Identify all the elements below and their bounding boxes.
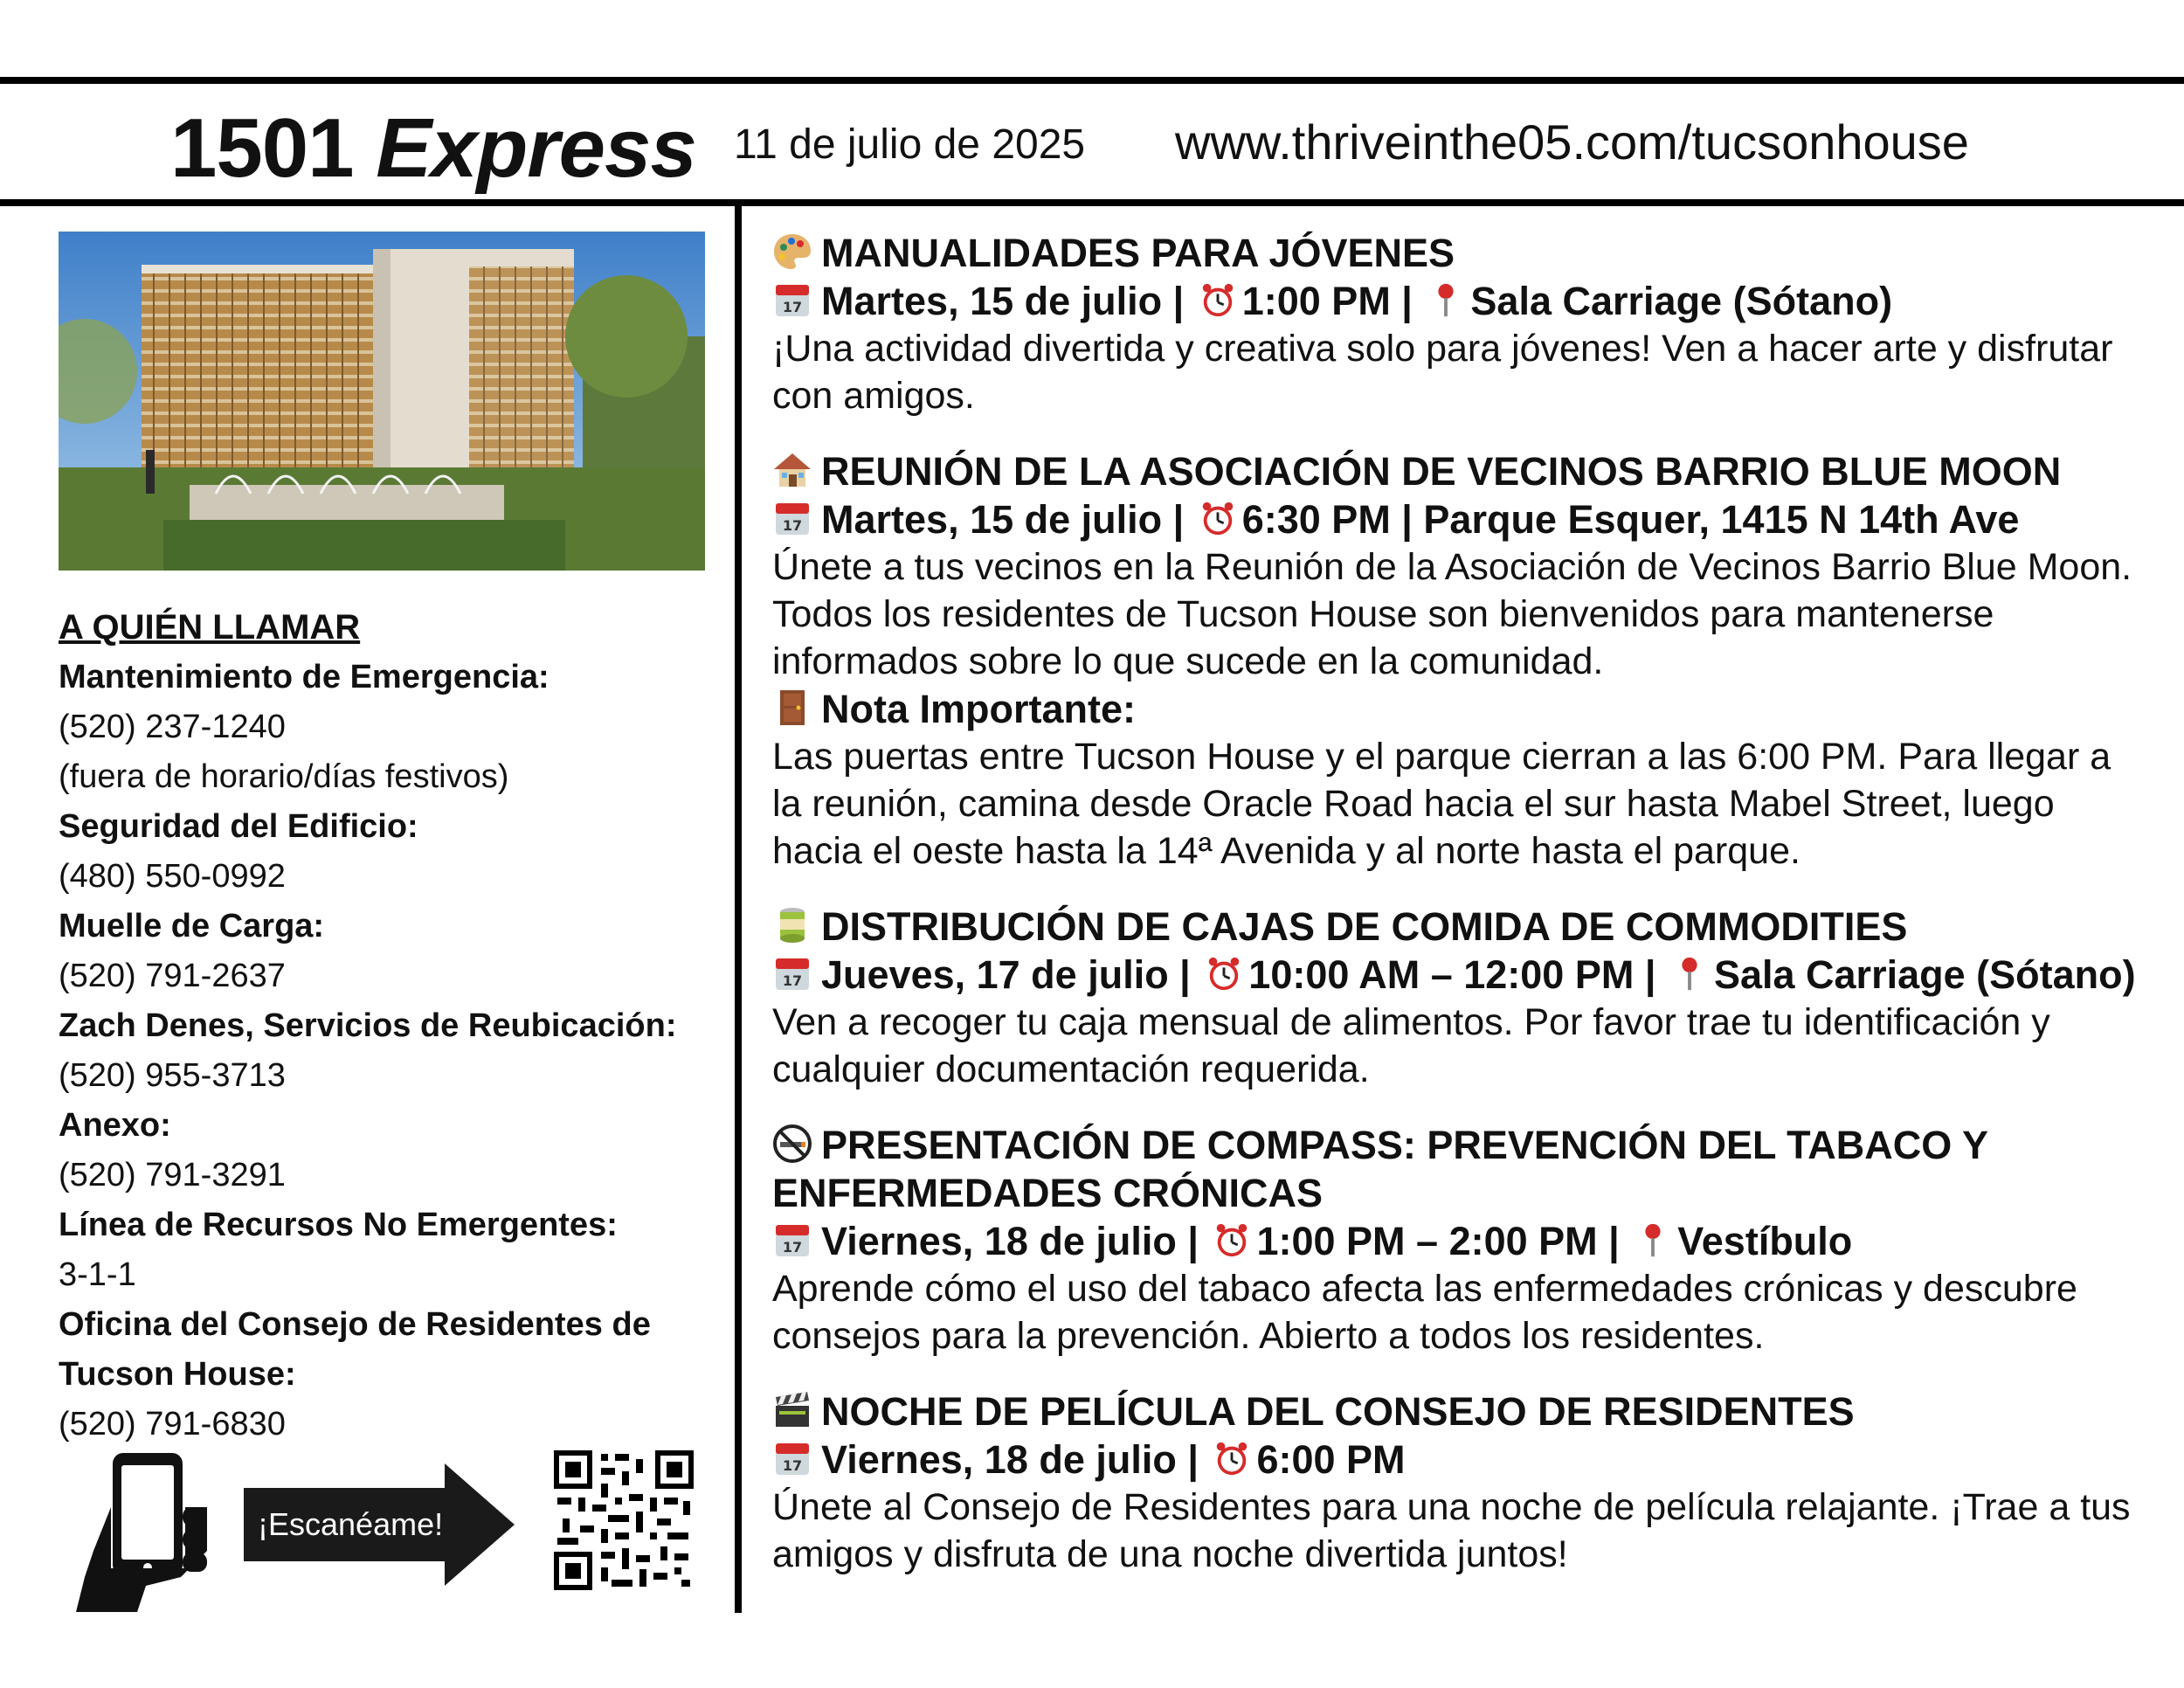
- event-description: Ven a recoger tu caja mensual de alimentos. Por favor trae tu identificación y cualquier documentación requerida.: [772, 1001, 2050, 1090]
- contact-phone[interactable]: (520) 791-6830: [59, 1406, 286, 1442]
- contact-label: Muelle de Carga:: [59, 908, 325, 944]
- contact-label: Zach Denes, Servicios de Reubicación:: [59, 1007, 677, 1044]
- issue-date: 11 de julio de 2025: [734, 121, 1086, 168]
- event-meta: 17 Viernes, 18 de julio | 6:00 PM: [772, 1435, 2144, 1484]
- event-title: DISTRIBUCIÓN DE CAJAS DE COMIDA DE COMMODITIES: [772, 903, 2144, 951]
- pin-icon: [1670, 955, 1709, 993]
- food-can-icon: [772, 905, 812, 945]
- contact-phone[interactable]: (520) 791-3291: [59, 1157, 286, 1193]
- event-meta: 17 Martes, 15 de julio | 1:00 PM | Sala Carriage (Sótano): [772, 277, 2144, 325]
- contact-phone[interactable]: (480) 550-0992: [59, 858, 286, 895]
- no-smoking-icon: [772, 1124, 812, 1164]
- event-title: NOCHE DE PELÍCULA DEL CONSEJO DE RESIDENTES: [772, 1387, 2144, 1435]
- contact-phone[interactable]: (520) 955-3713: [59, 1057, 286, 1094]
- contact-phone[interactable]: (520) 237-1240: [59, 709, 286, 745]
- alarm-clock-icon: [1205, 955, 1243, 993]
- event-title: MANUALIDADES PARA JÓVENES: [772, 229, 2144, 277]
- contact-phone[interactable]: 3-1-1: [59, 1256, 136, 1293]
- event-meta: 17 Martes, 15 de julio | 6:30 PM | Parque Esquer, 1415 N 14th Ave: [772, 495, 2144, 543]
- event-title: PRESENTACIÓN DE COMPASS: PREVENCIÓN DEL TABACO Y ENFERMEDADES CRÓNICAS: [772, 1123, 1988, 1215]
- palette-icon: [772, 232, 812, 272]
- event-title: REUNIÓN DE LA ASOCIACIÓN DE VECINOS BARRIO BLUE MOON: [772, 447, 2144, 495]
- contact-label: Anexo:: [59, 1107, 171, 1144]
- calendar-icon: [772, 498, 812, 538]
- pin-icon: [1427, 281, 1465, 320]
- important-note-text: Las puertas entre Tucson House y el parque cierran a las 6:00 PM. Para llegar a la reunión, camina desde Oracle Road hacia el sur hasta Mabel Street, luego hacia el oeste hasta la 14ª Avenida y al norte hasta el parque.: [772, 736, 2111, 872]
- calendar-icon: [772, 280, 812, 320]
- event-meta: 17 Jueves, 17 de julio | 10:00 AM – 12:00 PM | Sala Carriage (Sótano): [772, 951, 2144, 999]
- calendar-icon: [772, 1438, 812, 1478]
- qr-code[interactable]: [554, 1450, 694, 1590]
- alarm-clock-icon: [1199, 500, 1237, 538]
- top-rule: [0, 77, 2184, 84]
- door-icon: [772, 688, 812, 728]
- newsletter-title: 1501 Express: [170, 101, 696, 195]
- event-meta: 17 Viernes, 18 de julio | 1:00 PM – 2:00 PM | Vestíbulo: [772, 1217, 2144, 1265]
- clapper-board-icon: [772, 1390, 812, 1430]
- event-compass-presentation: [772, 1121, 2144, 1359]
- scan-label: ¡Escanéame!: [258, 1506, 444, 1542]
- event-description: ¡Una actividad divertida y creativa solo para jóvenes! Ven a hacer arte y disfrutar con amigos.: [772, 328, 2113, 417]
- svg-text:17: 17: [782, 517, 803, 534]
- contact-label: Seguridad del Edificio:: [59, 808, 418, 845]
- contact-phone[interactable]: (520) 791-2637: [59, 958, 286, 994]
- svg-text:17: 17: [782, 1239, 803, 1256]
- event-description: Únete a tus vecinos en la Reunión de la Asociación de Vecinos Barrio Blue Moon. Todos los residentes de Tucson House son bienvenidos para mantenerse informados sobre lo que sucede en la comunidad.: [772, 546, 2132, 682]
- contacts-section: [59, 603, 722, 1449]
- svg-text:17: 17: [782, 972, 803, 989]
- event-food-boxes: [772, 903, 2144, 1093]
- svg-text:17: 17: [782, 299, 803, 315]
- column-divider: [735, 206, 742, 1613]
- events-list: [772, 229, 2144, 1606]
- house-icon: [772, 450, 812, 490]
- calendar-icon: [772, 953, 812, 993]
- event-description: Aprende cómo el uso del tabaco afecta las enfermedades crónicas y descubre consejos para la prevención. Abierto a todos los residentes.: [772, 1268, 2077, 1357]
- contact-note: (fuera de horario/días festivos): [59, 758, 509, 795]
- contact-label: Mantenimiento de Emergencia:: [59, 659, 549, 695]
- svg-text:17: 17: [782, 1457, 803, 1474]
- website-link[interactable]: www.thriveinthe05.com/tucsonhouse: [1175, 114, 1969, 169]
- event-movie-night: [772, 1387, 2144, 1578]
- masthead-bottom-rule: [0, 199, 2184, 206]
- contacts-heading: A QUIÉN LLAMAR: [59, 608, 361, 647]
- alarm-clock-icon: [1199, 281, 1237, 320]
- alarm-clock-icon: [1213, 1440, 1251, 1478]
- calendar-icon: [772, 1220, 812, 1260]
- event-neighborhood-meeting: [772, 447, 2144, 875]
- event-description: Únete al Consejo de Residentes para una noche de película relajante. ¡Trae a tus amigos y disfruta de una noche divertida juntos!: [772, 1486, 2131, 1575]
- event-youth-crafts: [772, 229, 2144, 419]
- alarm-clock-icon: [1213, 1221, 1251, 1260]
- contact-label: Oficina del Consejo de Residentes de Tucson House:: [59, 1306, 651, 1393]
- scan-qr-section: [59, 1446, 722, 1621]
- contact-label: Línea de Recursos No Emergentes:: [59, 1207, 618, 1243]
- pin-icon: [1634, 1221, 1672, 1260]
- hand-phone-icon: [76, 1446, 225, 1612]
- important-note-title: Nota Importante:: [772, 685, 2144, 733]
- building-photo: [59, 232, 705, 571]
